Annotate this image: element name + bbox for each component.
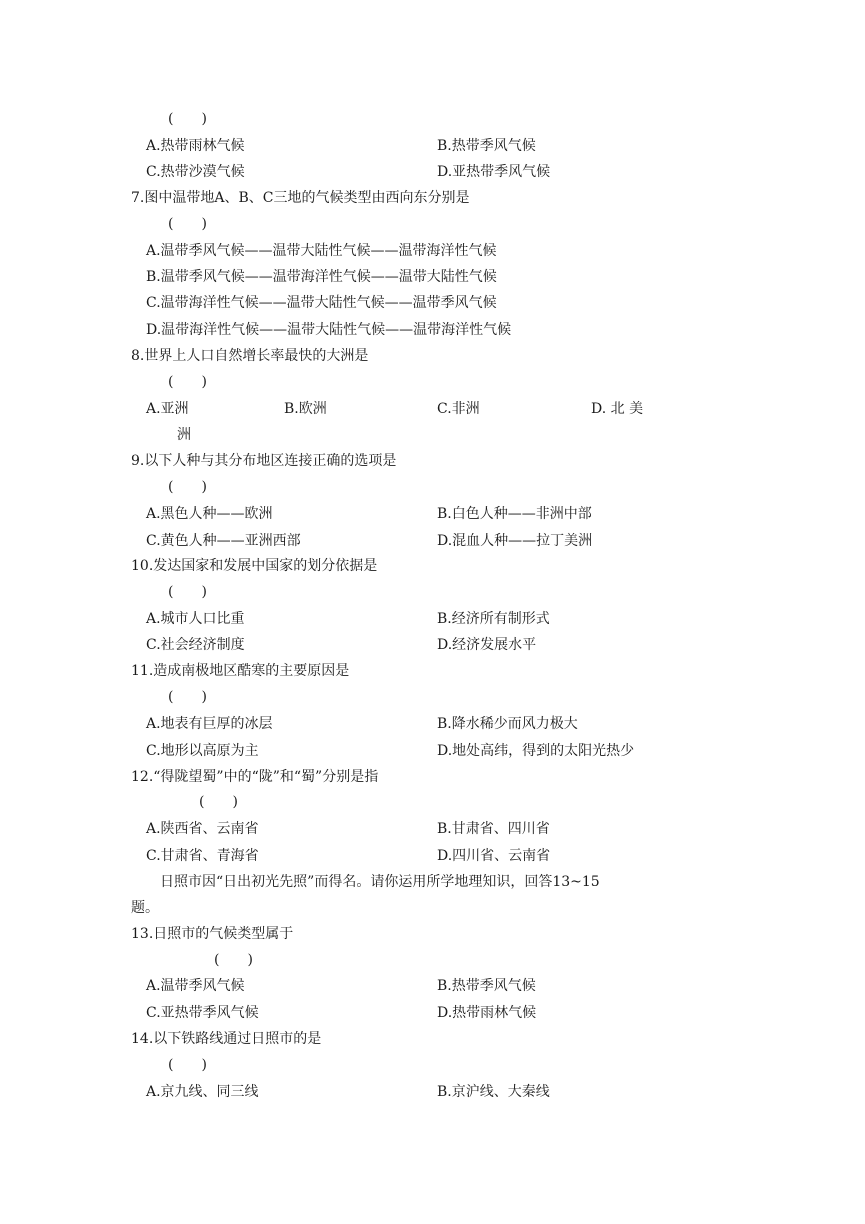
q7-option-c: C.温带海洋性气候——温带大陆性气候——温带季风气候 <box>146 295 497 311</box>
intro-paragraph-line2: 题。 <box>131 900 159 916</box>
q8-option-d: D. 北 美 <box>591 401 644 417</box>
q8-option-c: C.非洲 <box>437 401 480 417</box>
q6-option-d: D.亚热带季风气候 <box>437 164 551 180</box>
q11-option-a: A.地表有巨厚的冰层 <box>146 716 273 732</box>
q7-option-b: B.温带季风气候——温带海洋性气候——温带大陆性气候 <box>146 269 497 285</box>
q12-stem: 12.“得陇望蜀”中的“陇”和“蜀”分别是指 <box>131 769 379 785</box>
q13-bracket: ( ) <box>214 952 253 968</box>
q10-option-a: A.城市人口比重 <box>146 611 245 627</box>
q11-option-d: D.地处高纬，得到的太阳光热少 <box>437 743 635 759</box>
q7-bracket: ( ) <box>168 216 207 232</box>
q12-option-d: D.四川省、云南省 <box>437 848 551 864</box>
q13-option-b: B.热带季风气候 <box>437 978 536 994</box>
q13-stem: 13.日照市的气候类型属于 <box>131 926 294 942</box>
q12-option-c: C.甘肃省、青海省 <box>146 848 259 864</box>
q8-option-d-continued: 洲 <box>177 427 191 443</box>
q12-option-a: A.陕西省、云南省 <box>146 821 259 837</box>
q10-bracket: ( ) <box>168 584 207 600</box>
q8-stem: 8.世界上人口自然增长率最快的大洲是 <box>131 348 369 364</box>
q8-option-a: A.亚洲 <box>146 401 189 417</box>
q6-option-b: B.热带季风气候 <box>437 138 536 154</box>
q9-option-d: D.混血人种——拉丁美洲 <box>437 533 593 549</box>
q10-option-b: B.经济所有制形式 <box>437 611 550 627</box>
q7-option-d: D.温带海洋性气候——温带大陆性气候——温带海洋性气候 <box>146 322 512 338</box>
q7-option-a: A.温带季风气候——温带大陆性气候——温带海洋性气候 <box>146 243 497 259</box>
q6-bracket: ( ) <box>168 111 207 127</box>
q11-stem: 11.造成南极地区酷寒的主要原因是 <box>131 663 350 679</box>
q11-bracket: ( ) <box>168 689 207 705</box>
q13-option-d: D.热带雨林气候 <box>437 1005 537 1021</box>
q10-stem: 10.发达国家和发展中国家的划分依据是 <box>131 558 378 574</box>
q14-stem: 14.以下铁路线通过日照市的是 <box>131 1031 322 1047</box>
q7-stem: 7.图中温带地A、B、C三地的气候类型由西向东分别是 <box>131 190 470 206</box>
q14-option-a: A.京九线、同三线 <box>146 1084 259 1100</box>
q11-option-c: C.地形以高原为主 <box>146 743 259 759</box>
q9-option-c: C.黄色人种——亚洲西部 <box>146 533 301 549</box>
q13-option-c: C.亚热带季风气候 <box>146 1005 259 1021</box>
q14-bracket: ( ) <box>168 1057 207 1073</box>
q9-option-b: B.白色人种——非洲中部 <box>437 506 592 522</box>
q6-option-a: A.热带雨林气候 <box>146 138 245 154</box>
q9-bracket: ( ) <box>168 479 207 495</box>
q12-option-b: B.甘肃省、四川省 <box>437 821 550 837</box>
q11-option-b: B.降水稀少而风力极大 <box>437 716 578 732</box>
q8-option-b: B.欧洲 <box>284 401 327 417</box>
q13-option-a: A.温带季风气候 <box>146 978 245 994</box>
intro-paragraph-line1: 日照市因“日出初光先照”而得名。请你运用所学地理知识，回答13~15 <box>160 874 600 890</box>
q9-option-a: A.黑色人种——欧洲 <box>146 506 273 522</box>
q14-option-b: B.京沪线、大秦线 <box>437 1084 550 1100</box>
q6-option-c: C.热带沙漠气候 <box>146 164 245 180</box>
q8-bracket: ( ) <box>168 374 207 390</box>
q9-stem: 9.以下人种与其分布地区连接正确的选项是 <box>131 453 397 469</box>
q10-option-c: C.社会经济制度 <box>146 637 245 653</box>
q12-bracket: ( ) <box>199 794 238 810</box>
q10-option-d: D.经济发展水平 <box>437 637 537 653</box>
